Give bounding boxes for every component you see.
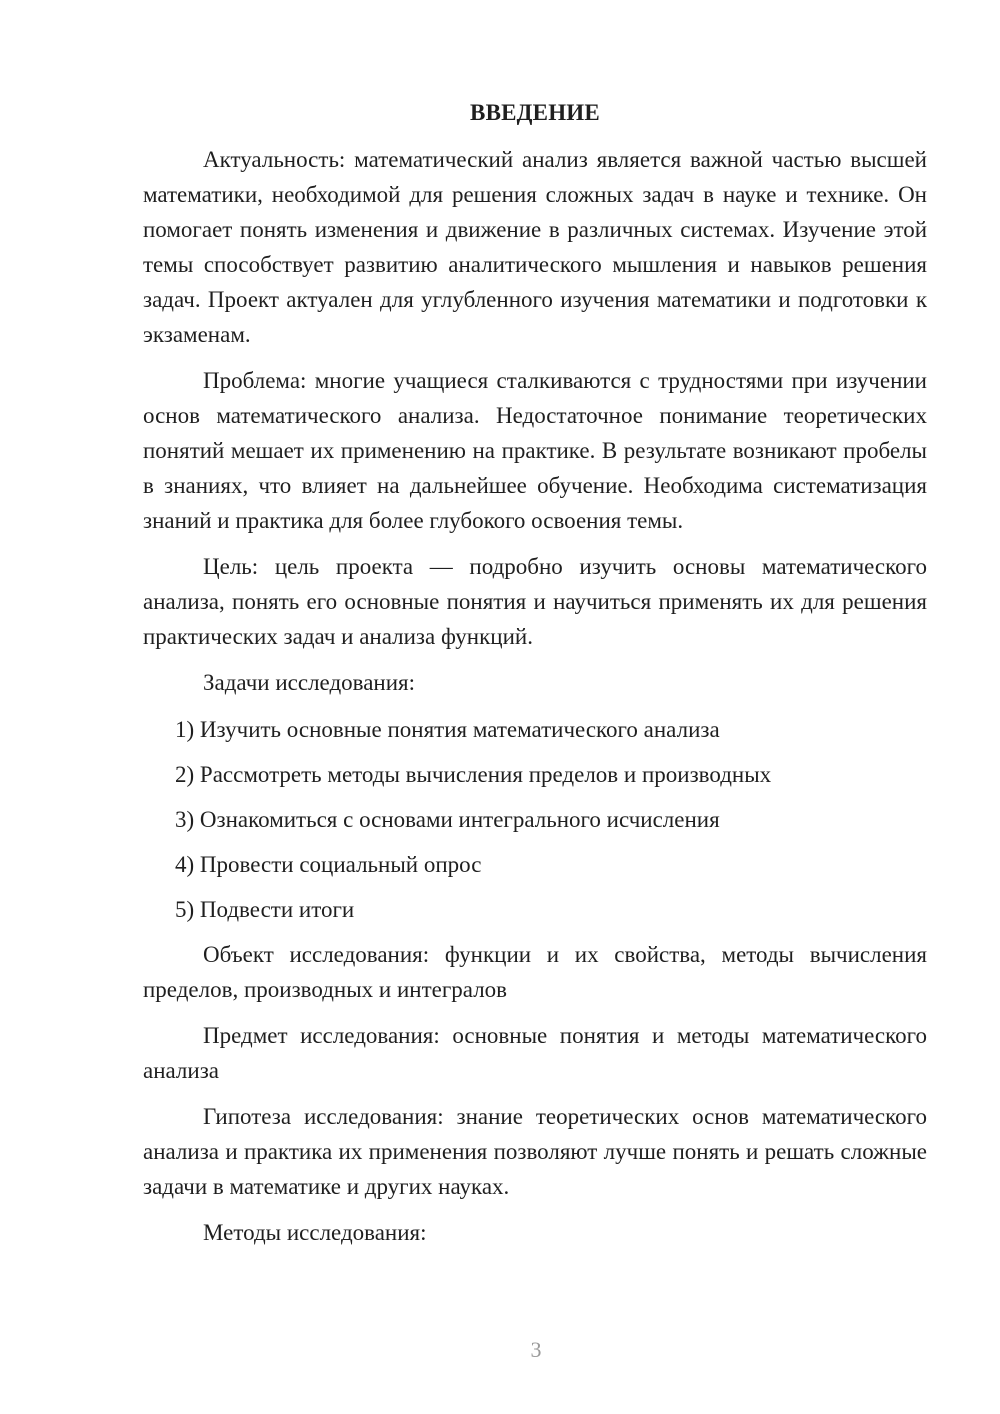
- page-number: 3: [530, 1337, 542, 1362]
- paragraph-subject: Предмет исследования: основные понятия и методы математического анализа: [143, 1023, 927, 1083]
- paragraph-relevance: Актуальность: математический анализ является важной частью высшей математики, необходимой для решения сложных задач в науке и технике. Он помогает понять изменения и движение в различных системах. Изучение этой темы способствует развитию аналитического мышления и навыков решения задач. Проект актуален для углубленного изучения математики и подготовки к экзаменам.: [143, 147, 927, 347]
- methods-heading: Методы исследования:: [203, 1220, 427, 1245]
- tasks-list: [143, 712, 927, 927]
- page-title: ВВЕДЕНИЕ: [470, 100, 600, 125]
- list-item: 1) Изучить основные понятия математического анализа: [175, 717, 720, 742]
- paragraph-object: Объект исследования: функции и их свойства, методы вычисления пределов, производных и интегралов: [143, 942, 927, 1002]
- list-item: 3) Ознакомиться с основами интегрального исчисления: [175, 807, 720, 832]
- list-item: 5) Подвести итоги: [175, 897, 355, 922]
- tasks-heading: Задачи исследования:: [203, 670, 416, 695]
- list-item: 2) Рассмотреть методы вычисления пределов и производных: [175, 762, 772, 787]
- page-content: [143, 95, 927, 1262]
- list-item: 4) Провести социальный опрос: [175, 852, 482, 877]
- paragraph-problem: Проблема: многие учащиеся сталкиваются с трудностями при изучении основ математического анализа. Недостаточное понимание теоретических понятий мешает их применению на практике. В результате возникают пробелы в знаниях, что влияет на дальнейшее обучение. Необходима систематизация знаний и практика для более глубокого освоения темы.: [143, 368, 927, 533]
- paragraph-goal: Цель: цель проекта — подробно изучить основы математического анализа, понять его основные понятия и научиться применять их для решения практических задач и анализа функций.: [143, 554, 927, 649]
- paragraph-hypothesis: Гипотеза исследования: знание теоретических основ математического анализа и практика их применения позволяют лучше понять и решать сложные задачи в математике и других науках.: [143, 1104, 927, 1199]
